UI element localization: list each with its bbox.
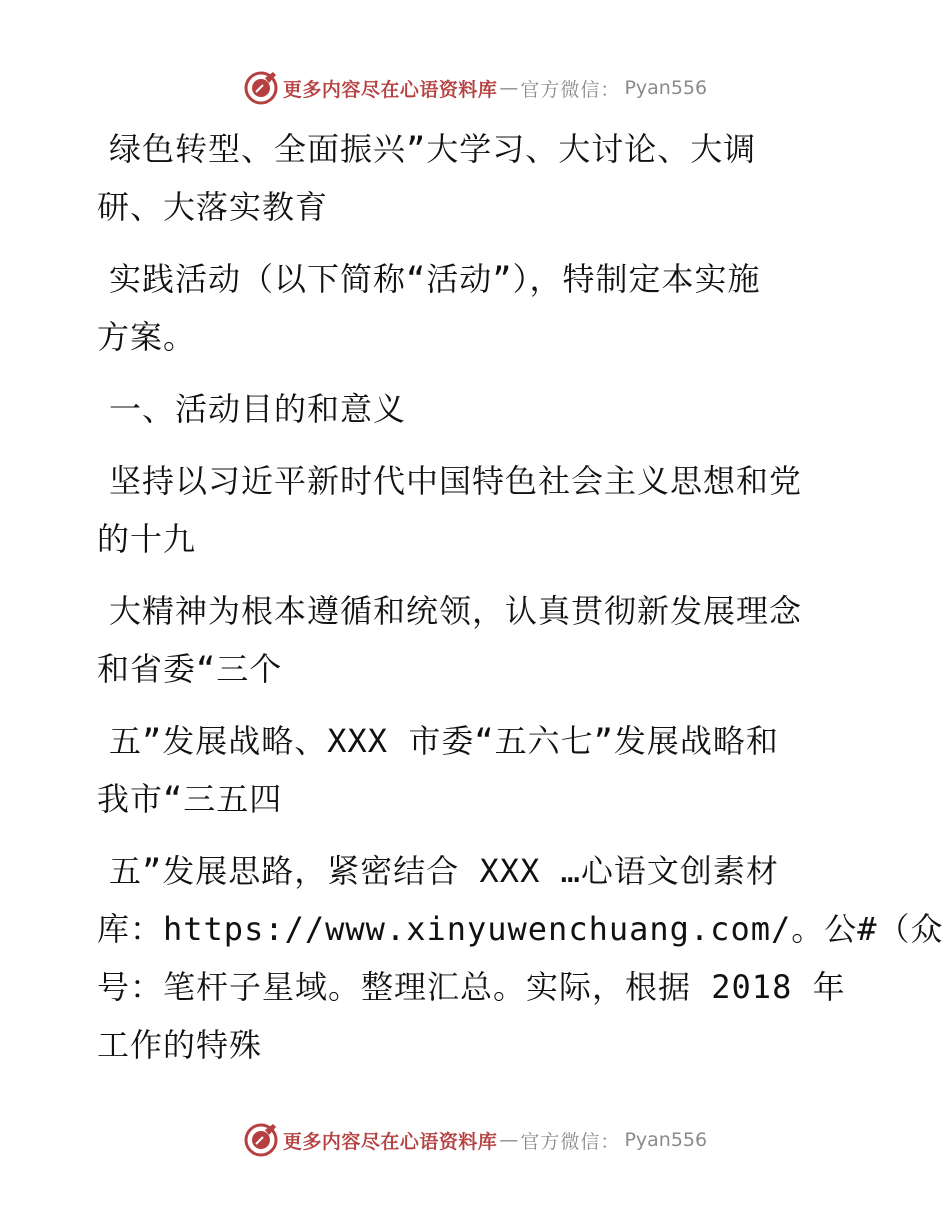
section-heading-text: 一、活动目的和意义 (109, 390, 407, 428)
paragraph-3 (97, 452, 867, 568)
paragraph-line: 研、大落实教育 (97, 188, 329, 226)
paragraph-line: 我市“三五四 (97, 780, 283, 818)
header-banner (0, 68, 950, 108)
paragraph-line: 五”发展战略、XXX 市委“五六七”发展战略和 (109, 722, 779, 760)
paragraph-line: 号：笔杆子星域。整理汇总。实际，根据 2018 年 (97, 968, 846, 1006)
paragraph-line: 的十九 (97, 520, 197, 558)
header-wechat-label: 官方微信： (520, 78, 621, 101)
paragraph-line: 库：https://www.xinyuwenchuang.com/。公#（众 (97, 910, 944, 948)
footer-wechat-label: 官方微信： (520, 1130, 621, 1153)
footer-banner (0, 1120, 950, 1160)
paragraph-line: 绿色转型、全面振兴”大学习、大讨论、大调 (109, 130, 757, 168)
paragraph-line: 大精神为根本遵循和统领，认真贯彻新发展理念 (109, 592, 803, 630)
paragraph-4 (97, 582, 867, 698)
footer-wechat-id: Pyan556 (624, 1129, 708, 1151)
section-heading (97, 380, 867, 438)
paragraph-2 (97, 250, 867, 366)
header-wechat-id: Pyan556 (624, 77, 708, 99)
paragraph-6 (97, 842, 944, 1074)
pen-circle-logo-icon (243, 1122, 279, 1158)
paragraph-line: 坚持以习近平新时代中国特色社会主义思想和党 (109, 462, 803, 500)
paragraph-line: 五”发展思路，紧密结合 XXX …心语文创素材 (109, 852, 779, 890)
footer-dash: — (499, 1129, 519, 1151)
paragraph-line: 和省委“三个 (97, 650, 283, 688)
paragraph-1 (97, 120, 867, 236)
footer-slogan: 更多内容尽在心语资料库 (282, 1130, 498, 1153)
paragraph-line: 实践活动（以下简称“活动”），特制定本实施 (109, 260, 761, 298)
header-dash: — (499, 77, 519, 99)
pen-circle-logo-icon (243, 70, 279, 106)
paragraph-5 (97, 712, 867, 828)
header-slogan: 更多内容尽在心语资料库 (282, 78, 498, 101)
paragraph-line: 工作的特殊 (97, 1026, 263, 1064)
paragraph-line: 方案。 (97, 318, 197, 356)
document-body (97, 120, 944, 1088)
